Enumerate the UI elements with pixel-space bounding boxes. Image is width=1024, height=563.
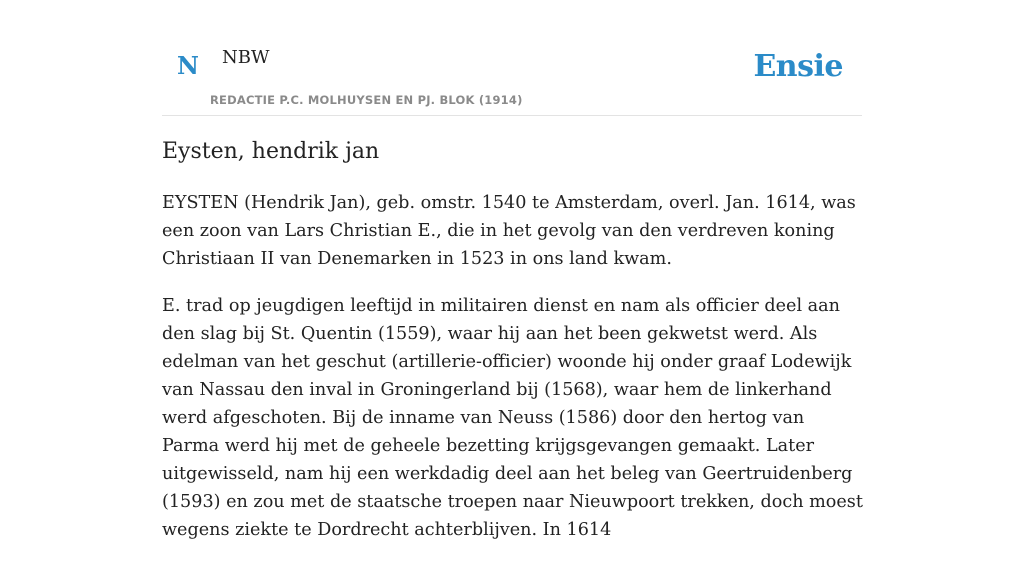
article-paragraph: EYSTEN (Hendrik Jan), geb. omstr. 1540 te Amsterdam, overl. Jan. 1614, was een zoon van Lars Christian E., die in het gevolg van den verdreven koning Christiaan II van Denemarken in 1523 in ons land kwam.	[162, 192, 856, 269]
article	[162, 138, 864, 563]
source-name[interactable]: NBW	[222, 47, 270, 68]
header	[162, 0, 862, 116]
article-title: Eysten, hendrik jan	[162, 139, 380, 164]
source-logo-icon[interactable]: N	[177, 51, 199, 80]
source-subtitle: REDACTIE P.C. MOLHUYSEN EN PJ. BLOK (1914)	[210, 93, 523, 107]
brand-logo[interactable]: Ensie	[753, 49, 843, 84]
article-paragraph: E. trad op jeugdigen leeftijd in militairen dienst en nam als officier deel aan den slag bij St. Quentin (1559), waar hij aan het been gekwetst werd. Als edelman van het geschut (artillerie-officier) woonde hij onder graaf Lodewijk van Nassau den inval in Groningerland bij (1568), waar hem de linkerhand werd afgeschoten. Bij de inname van Neuss (1586) door den hertog van Parma werd hij met de geheele bezetting krijgsgevangen gemaakt. Later uitgewisseld, nam hij een werkdadig deel aan het beleg van Geertruidenberg (1593) en zou met de staatsche troepen naar Nieuwpoort trekken, doch moest wegens ziekte te Dordrecht achterblijven. In 1614	[162, 295, 863, 540]
